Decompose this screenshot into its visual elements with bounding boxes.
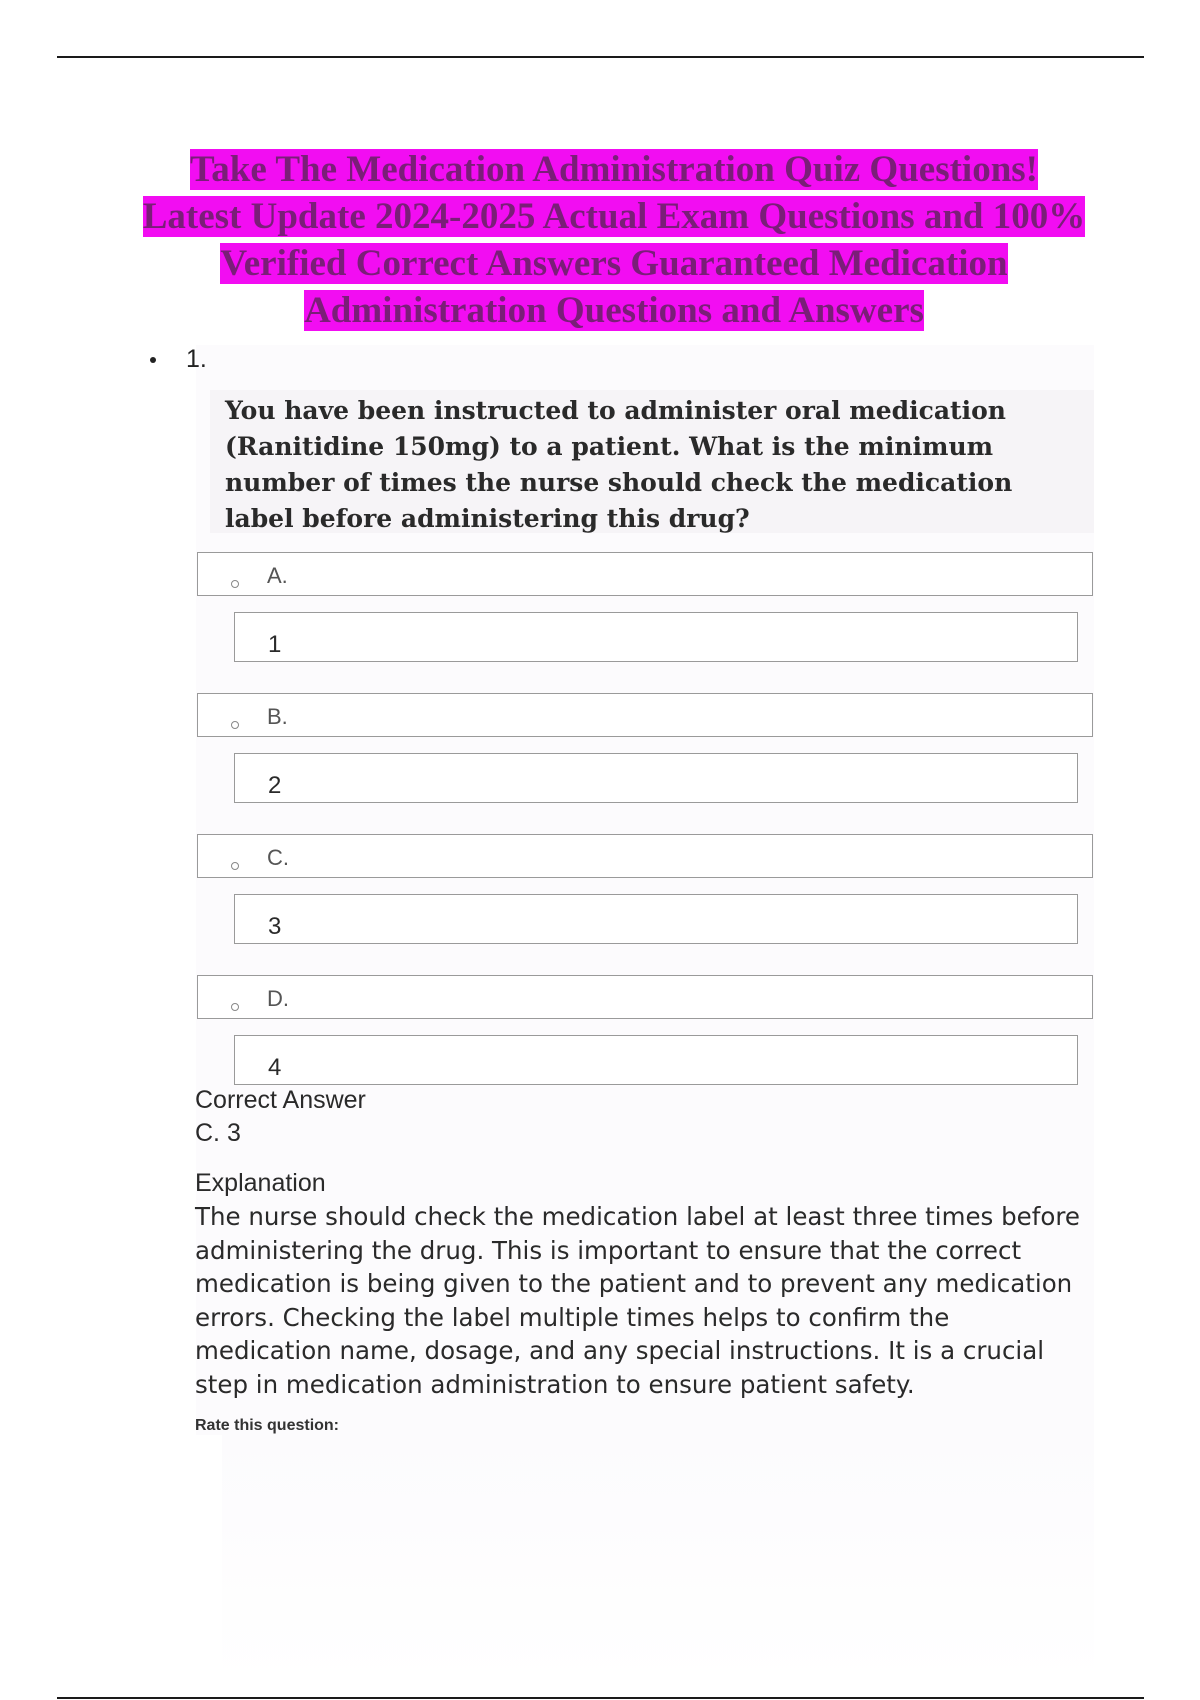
option-value: 1	[268, 631, 282, 658]
option-letter: B.	[267, 704, 288, 729]
radio-icon[interactable]	[231, 1003, 239, 1011]
correct-answer-value: C. 3	[195, 1119, 241, 1147]
option-value: 4	[268, 1054, 282, 1081]
option-letter: D.	[267, 986, 289, 1011]
bullet-icon	[150, 357, 156, 363]
option-a-value-box	[234, 612, 1078, 662]
option-c-value-box	[234, 894, 1078, 944]
option-value: 3	[268, 913, 282, 940]
option-letter: A.	[267, 563, 288, 588]
option-b[interactable]	[197, 693, 1093, 737]
question-header	[150, 345, 207, 374]
option-d-value-box	[234, 1035, 1078, 1085]
option-letter: C.	[267, 845, 289, 870]
correct-answer-block	[195, 1084, 1085, 1150]
option-d[interactable]	[197, 975, 1093, 1019]
radio-icon[interactable]	[231, 721, 239, 729]
question-text: You have been instructed to administer oral medication (Ranitidine 150mg) to a patient. What is the minimum number of times the nurse should check the medication label before administering this drug?	[225, 396, 1013, 533]
radio-icon[interactable]	[231, 862, 239, 870]
correct-answer-label: Correct Answer	[195, 1086, 366, 1114]
option-a[interactable]	[197, 552, 1093, 596]
explanation-label: Explanation	[195, 1169, 326, 1197]
radio-icon[interactable]	[231, 580, 239, 588]
bottom-rule	[57, 1697, 1144, 1699]
option-c[interactable]	[197, 834, 1093, 878]
option-b-value-box	[234, 753, 1078, 803]
rate-question-label: Rate this question:	[195, 1417, 340, 1434]
panel-fade	[222, 1435, 1094, 1685]
top-rule	[57, 56, 1144, 58]
question-number: 1.	[186, 345, 207, 373]
title-highlight: Take The Medication Administration Quiz Questions! Latest Update 2024-2025 Actual Exam Questions and 100% Verified Correct Answers Guaranteed Medication Administration Questions and Answers	[142, 149, 1086, 331]
explanation-text: The nurse should check the medication label at least three times before administering the drug. This is important to ensure that the correct medication is being given to the patient and to prevent any medication errors. Checking the label multiple times helps to confirm the medication name, dosage, and any special instructions. It is a crucial step in medication administration to ensure patient safety.	[195, 1202, 1080, 1399]
option-value: 2	[268, 772, 282, 799]
document-title	[140, 146, 1088, 334]
